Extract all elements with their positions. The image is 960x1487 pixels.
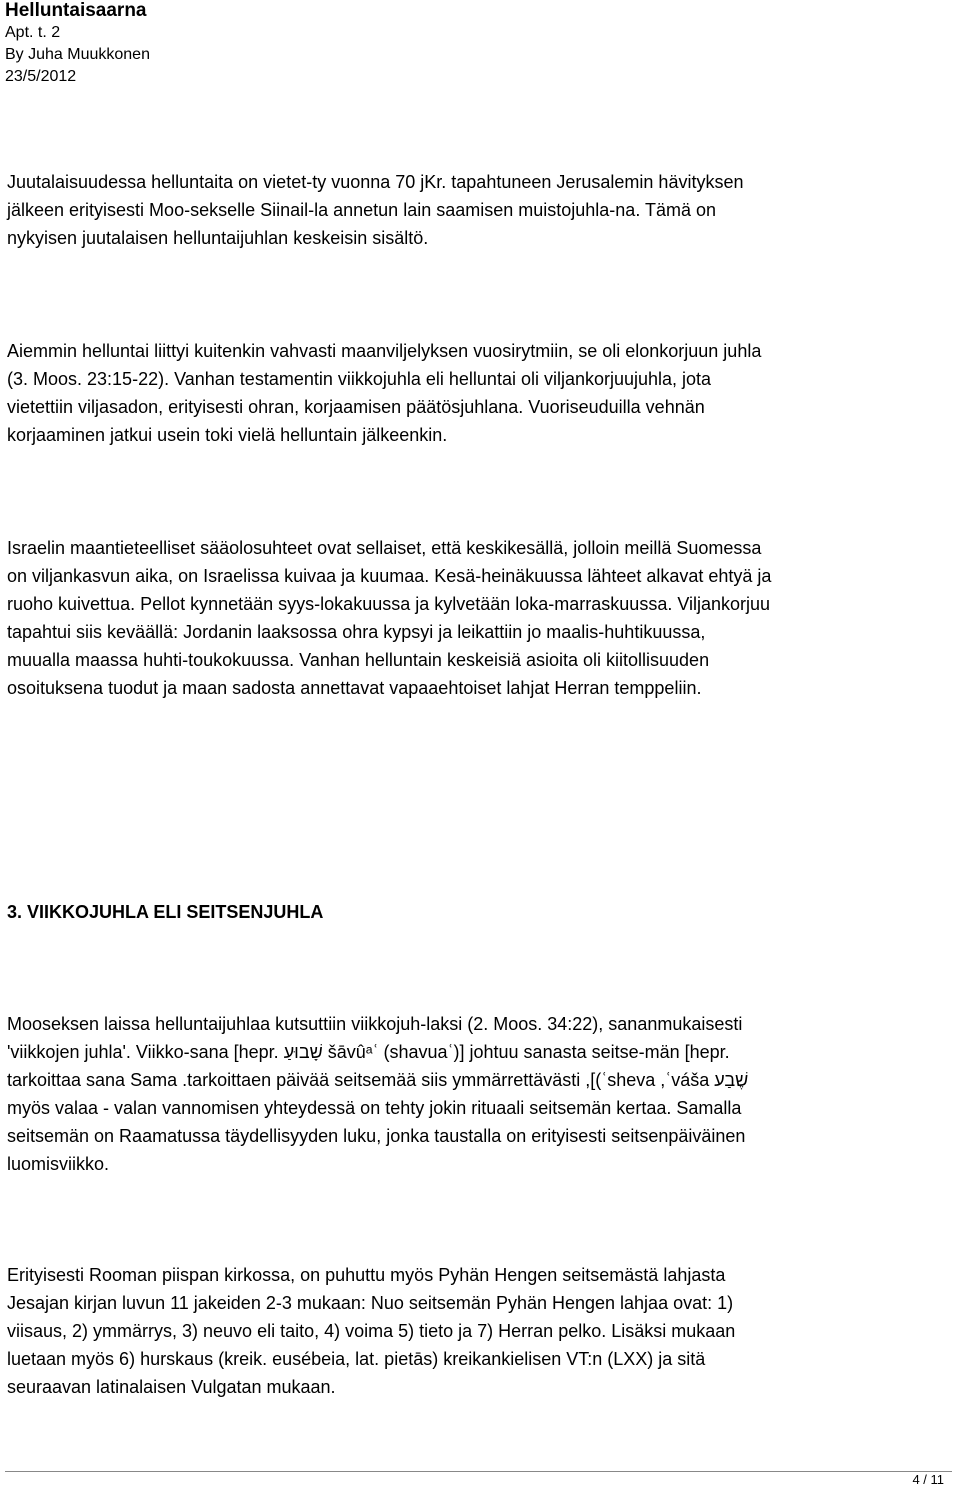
paragraph-line: Mooseksen laissa helluntaijuhlaa kutsuttiin viikkojuh-laksi (2. Moos. 34:22), sananmukaisesti [7,1014,743,1034]
paragraph-line: korjaaminen jatkui usein toki vielä helluntain jälkeenkin. [7,425,448,445]
paragraph-line: seitsemän on Raamatussa täydellisyyden luku, jonka taustalla on erityisesti seitsenpäiväinen [7,1126,746,1146]
part-label: Apt. t. 2 [5,24,61,41]
paragraph-line: nykyisen juutalaisen helluntaijuhlan keskeisin sisältö. [7,228,429,248]
paragraph-line: vietettiin viljasadon, erityisesti ohran, korjaamisen päätösjuhlana. Vuoriseuduilla vehnän [7,397,705,417]
paragraph-line: jälkeen erityisesti Moo-sekselle Siinail-la annetun lain saamisen muistojuhla-na. Tämä on [7,200,717,220]
section-heading: 3. VIIKKOJUHLA ELI SEITSENJUHLA [7,902,324,922]
paragraph-line: Israelin maantieteelliset sääolosuhteet ovat sellaiset, että keskikesällä, jolloin meillä Suomessa [7,538,762,558]
paragraph-line: osoituksena tuodut ja maan sadosta annettavat vapaaehtoiset lahjat Herran temppeliin. [7,678,702,698]
paragraph-5 [7,1261,957,1401]
paragraph-4 [7,1010,957,1178]
paragraph-line: tarkoittaa sana Sama .tarkoittaen päivää seitsemää siis ymmärrettävästi ,[(ʿsheva ,ʿváša שֶׁבַע [7,1070,749,1090]
paragraph-line: muualla maassa huhti-toukokuussa. Vanhan helluntain keskeisiä asioita oli kiitollisuuden [7,650,710,670]
paragraph-line: luetaan myös 6) hurskaus (kreik. eusébeia, lat. pietās) kreikankielisen VT:n (LXX) ja sitä [7,1349,706,1369]
paragraph-line: on viljankasvun aika, on Israelissa kuivaa ja kuumaa. Kesä-heinäkuussa lähteet alkavat ehtyä ja [7,566,772,586]
paragraph-line: (3. Moos. 23:15-22). Vanhan testamentin viikkojuhla eli helluntai oli viljankorjuujuhla, jota [7,369,712,389]
paragraph-line: luomisviikko. [7,1154,110,1174]
paragraph-line: Jesajan kirjan luvun 11 jakeiden 2-3 mukaan: Nuo seitsemän Pyhän Hengen lahjaa ovat: 1) [7,1293,734,1313]
author-byline: By Juha Muukkonen [5,46,150,63]
footer-divider [5,1471,952,1472]
paragraph-line: Erityisesti Rooman piispan kirkossa, on puhuttu myös Pyhän Hengen seitsemästä lahjasta [7,1265,726,1285]
paragraph-line: ruoho kuivettua. Pellot kynnetään syys-lokakuussa ja kylvetään loka-marraskuussa. Viljankorjuu [7,594,771,614]
paragraph-line: myös valaa - valan vannomisen yhteydessä on tehty jokin rituaali seitsemän kertaa. Samalla [7,1098,742,1118]
paragraph-line: seuraavan latinalaisen Vulgatan mukaan. [7,1377,336,1397]
paragraph-line: 'viikkojen juhla'. Viikko-sana [hepr. שָׁבוּעַ šāvûᵃʿ (shavuaʿ)] johtuu sanasta seitse-män [hepr. [7,1042,730,1062]
paragraph-1 [7,168,957,252]
site-title: Helluntaisaarna [5,0,147,21]
paragraph-2 [7,337,957,449]
paragraph-line: tapahtui siis keväällä: Jordanin laaksossa ohra kypsyi ja leikattiin jo maalis-huhtikuussa, [7,622,706,642]
page-number: 4 / 11 [912,1472,944,1487]
paragraph-line: Juutalaisuudessa helluntaita on vietet-ty vuonna 70 jKr. tapahtuneen Jerusalemin hävityksen [7,172,744,192]
paragraph-3 [7,534,957,702]
paragraph-line: Aiemmin helluntai liittyi kuitenkin vahvasti maanviljelyksen vuosirytmiin, se oli elonkorjuun juhla [7,341,762,361]
document-header [5,0,150,88]
paragraph-line: viisaus, 2) ymmärrys, 3) neuvo eli taito, 4) voima 5) tieto ja 7) Herran pelko. Lisäksi mukaan [7,1321,736,1341]
publish-date: 23/5/2012 [5,68,77,85]
